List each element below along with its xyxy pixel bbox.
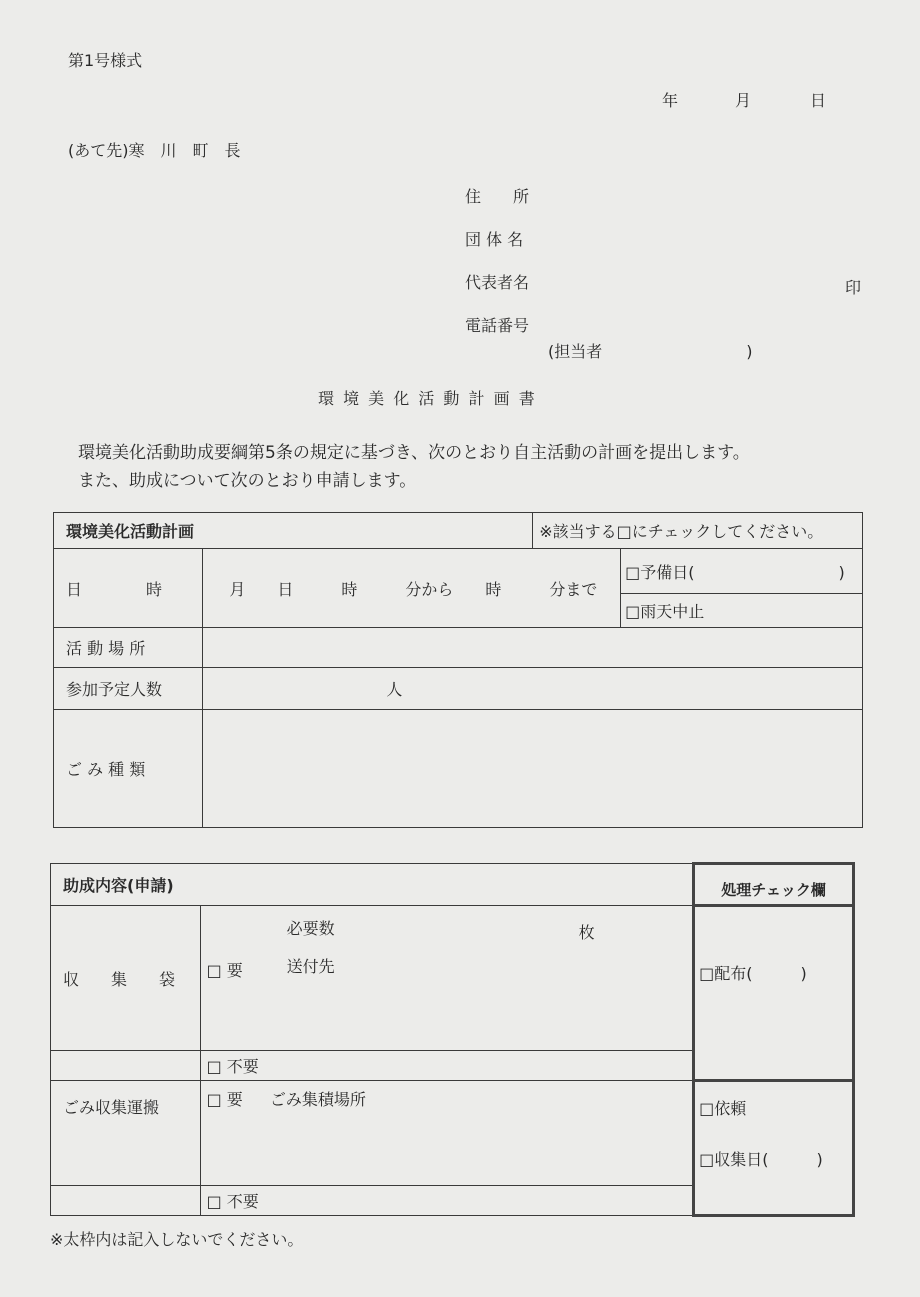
transport-no-need-checkbox[interactable]: □ 不要 bbox=[200, 1186, 694, 1216]
participants-label: 参加予定人数 bbox=[54, 668, 203, 710]
place-label: 活 動 場 所 bbox=[54, 628, 203, 668]
form-number: 第1号様式 bbox=[68, 51, 143, 70]
applicant-address-label: 住 所 bbox=[465, 187, 530, 206]
addressee: (あて先)寒 川 町 長 bbox=[68, 141, 241, 160]
applicant-group-label: 団 体 名 bbox=[465, 230, 524, 249]
plan-table bbox=[53, 512, 863, 828]
transport-request-check: □依頼 bbox=[699, 1099, 747, 1118]
subsidy-header: 助成内容(申請) bbox=[51, 864, 694, 906]
bag-qty-label: 必要数 bbox=[286, 919, 335, 938]
bag-no-need-checkbox[interactable]: □ 不要 bbox=[200, 1051, 694, 1081]
applicant-phone-label: 電話番号 bbox=[465, 316, 530, 335]
transport-check-cell bbox=[694, 1081, 854, 1216]
transport-label: ごみ収集運搬 bbox=[51, 1081, 201, 1186]
bag-label: 収 集 袋 bbox=[51, 906, 201, 1051]
transport-need-checkbox[interactable]: □ 要 bbox=[206, 1090, 243, 1109]
bag-destination-label: 送付先 bbox=[286, 957, 335, 976]
bag-qty-unit: 枚 bbox=[578, 923, 595, 942]
applicant-representative-label: 代表者名 bbox=[465, 273, 530, 292]
participants-field[interactable] bbox=[203, 668, 863, 710]
date-year: 年 bbox=[662, 91, 679, 110]
date-month: 月 bbox=[735, 91, 752, 110]
place-field[interactable] bbox=[203, 628, 863, 668]
document-title: 環 境 美 化 活 動 計 画 書 bbox=[318, 389, 537, 408]
bag-distribute-check: □配布( ) bbox=[694, 906, 854, 1081]
transport-empty-cell bbox=[51, 1186, 201, 1216]
bag-need-checkbox[interactable]: □ 要 bbox=[206, 961, 243, 980]
plan-header: 環境美化活動計画 bbox=[54, 513, 533, 549]
applicant-contact-label: (担当者 ) bbox=[548, 342, 753, 361]
bag-need-cell bbox=[200, 906, 694, 1051]
reserve-day-checkbox[interactable]: □予備日( ) bbox=[621, 549, 863, 594]
intro-line-2: また、助成について次のとおり申請します。 bbox=[78, 471, 417, 491]
subsidy-table bbox=[50, 862, 855, 1217]
datetime-value[interactable]: 月 日 時 分から 時 分まで bbox=[203, 549, 621, 628]
transport-site-label: ごみ集積場所 bbox=[269, 1090, 366, 1109]
seal-mark: 印 bbox=[845, 278, 862, 297]
participants-unit: 人 bbox=[386, 680, 403, 699]
garbage-type-label: ご み 種 類 bbox=[54, 710, 203, 828]
plan-check-note: ※該当する□にチェックしてください。 bbox=[533, 513, 863, 549]
date-day: 日 bbox=[810, 91, 827, 110]
transport-need-cell bbox=[200, 1081, 694, 1186]
rain-cancel-checkbox[interactable]: □雨天中止 bbox=[621, 594, 863, 628]
transport-collection-day-check: □収集日( ) bbox=[699, 1150, 823, 1169]
process-check-header: 処理チェック欄 bbox=[694, 864, 854, 906]
footer-note: ※太枠内は記入しないでください。 bbox=[50, 1230, 304, 1249]
datetime-label: 日 時 bbox=[54, 549, 203, 628]
garbage-type-field[interactable] bbox=[203, 710, 863, 828]
bag-empty-cell bbox=[51, 1051, 201, 1081]
intro-line-1: 環境美化活動助成要綱第5条の規定に基づき、次のとおり自主活動の計画を提出します。 bbox=[78, 443, 750, 463]
